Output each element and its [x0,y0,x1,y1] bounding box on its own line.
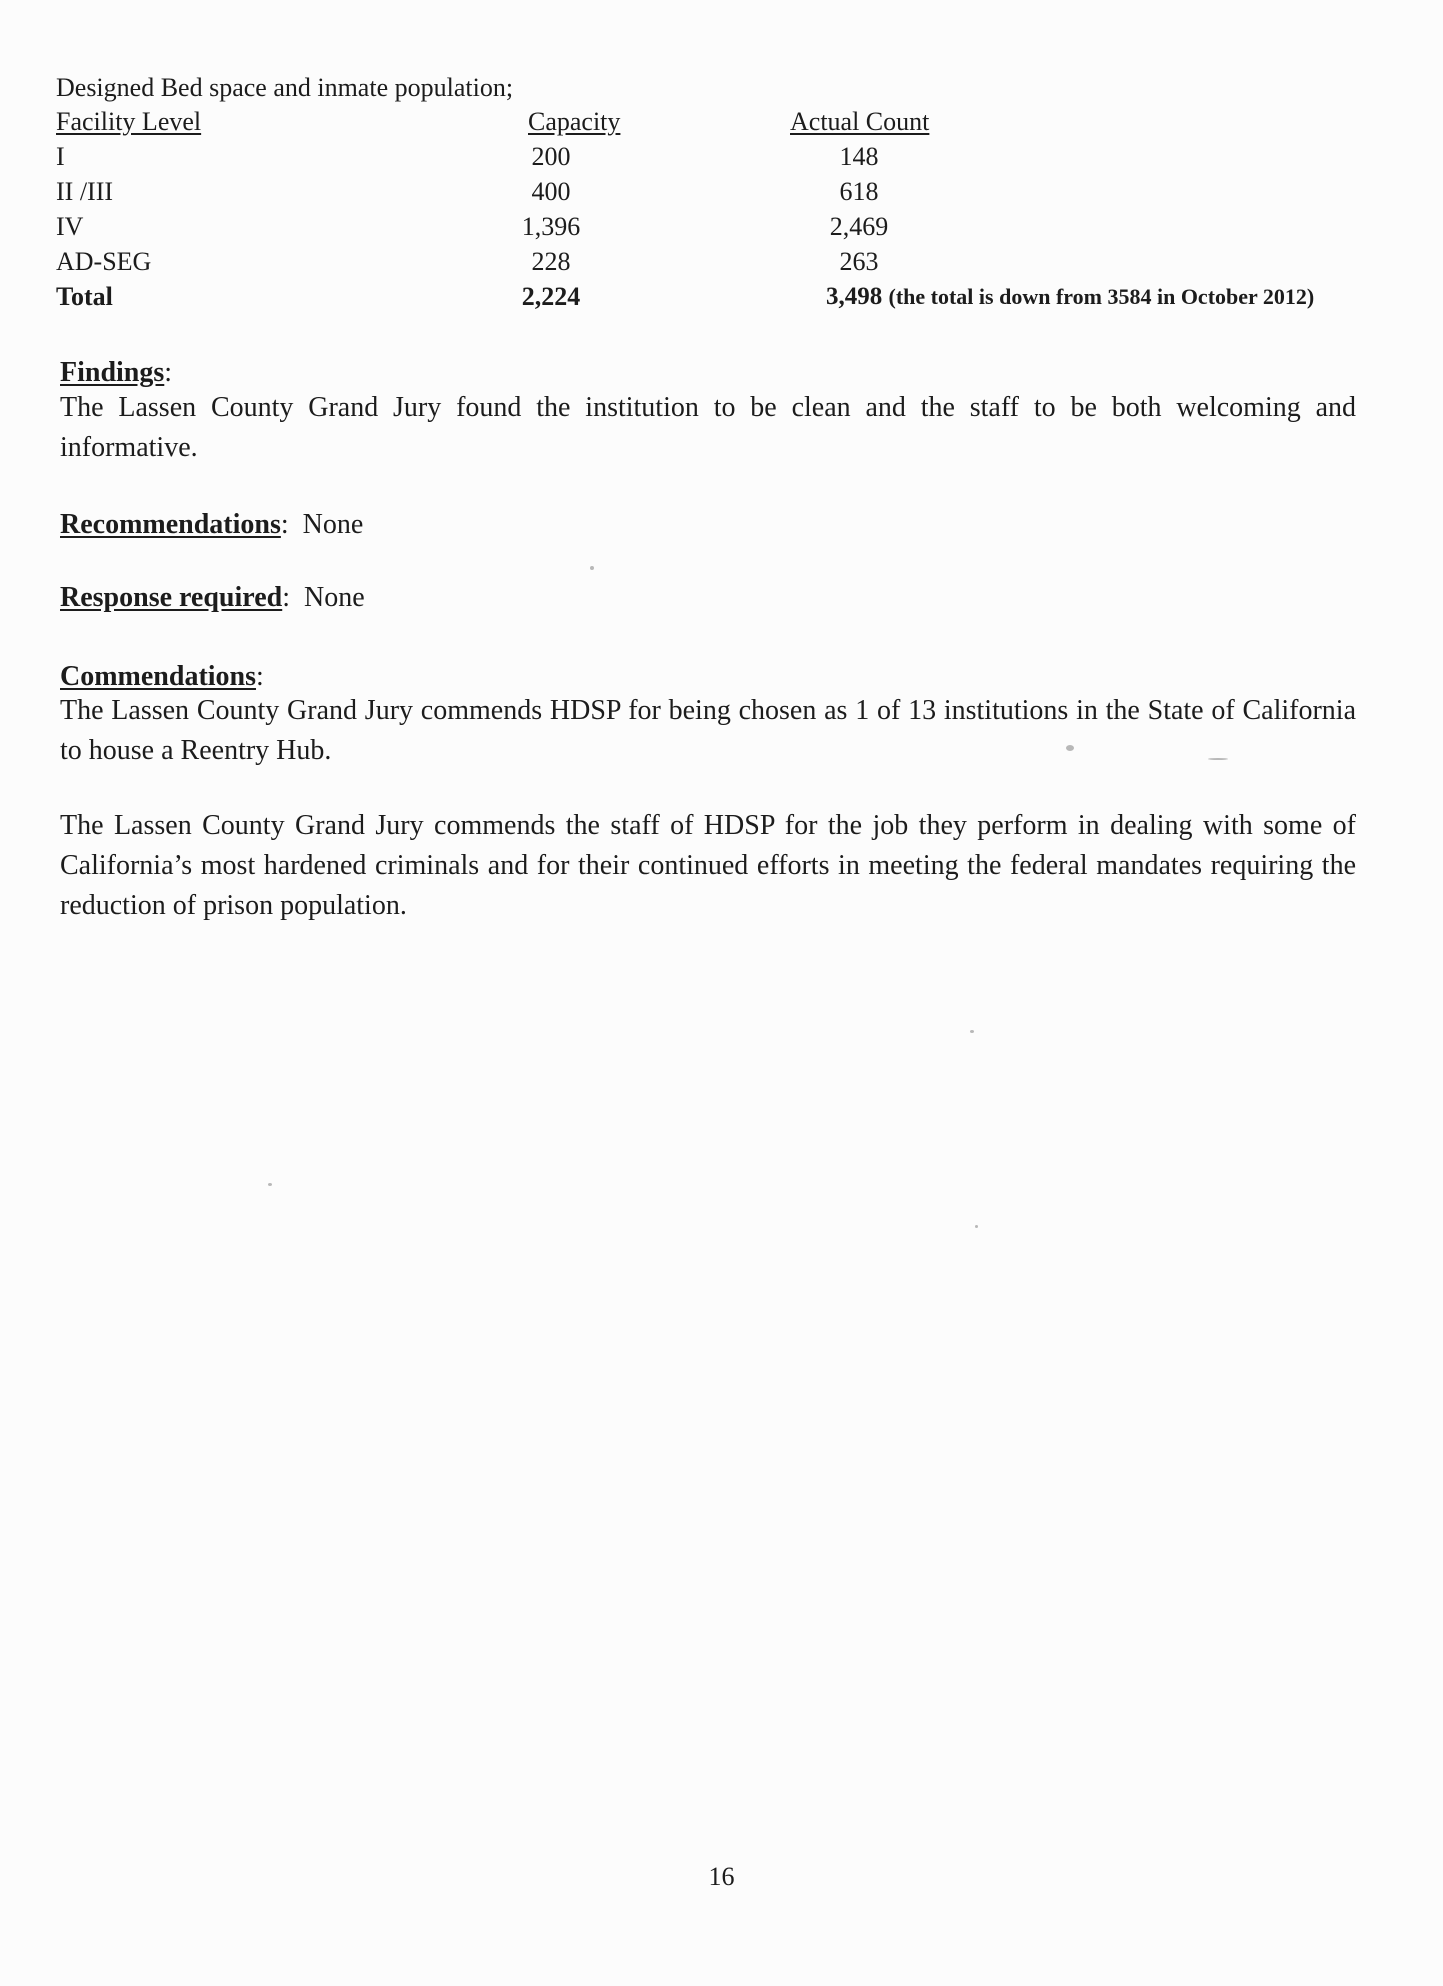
bed-space-table [56,104,1436,314]
table-row [56,244,1436,279]
findings-text: The Lassen County Grand Jury found the institution to be clean and the staff to be both welcoming and informative. [60,392,1356,463]
scan-speck [1208,758,1228,760]
actual-count-cell: 148 [839,142,879,171]
total-capacity: 2,224 [521,282,581,311]
table-intro: Designed Bed space and inmate population; [56,73,514,102]
facility-level-cell: I [56,142,65,171]
capacity-cell: 1,396 [521,212,581,241]
table-header-row [56,104,1436,139]
actual-count-cell: 2,469 [829,212,889,241]
response-label: Response required [60,582,283,613]
facility-level-cell: AD-SEG [56,247,152,276]
findings-heading: Findings: [60,357,173,388]
scan-speck [975,1225,978,1228]
commendation-paragraph: The Lassen County Grand Jury commends HDSP for being chosen as 1 of 13 institutions in the State of California to house a Reentry Hub. [60,695,1356,766]
scan-speck [970,1030,974,1033]
capacity-cell: 400 [531,177,571,206]
capacity-cell: 228 [531,247,571,276]
commendation-paragraph: The Lassen County Grand Jury commends the staff of HDSP for the job they perform in dealing with some of California’s most hardened criminals and for their continued efforts in meeting the federal mandates requiring the reduction of prison population. [60,810,1356,921]
scan-speck [1066,745,1074,751]
scan-speck [590,566,594,570]
total-label: Total [56,282,113,311]
header-actual-count: Actual Count [790,107,930,136]
findings-label: Findings [60,357,165,388]
commendations-heading: Commendations: [60,661,264,692]
scan-speck [268,1183,272,1186]
header-facility-level: Facility Level [56,107,202,136]
page-number: 16 [708,1862,735,1891]
facility-level-cell: II /III [56,177,114,206]
total-actual-count [826,279,1314,314]
header-capacity: Capacity [528,107,621,136]
actual-count-cell: 618 [839,177,879,206]
capacity-cell: 200 [531,142,571,171]
recommendations-label: Recommendations [60,509,281,540]
response-line: Response required: None [60,582,365,613]
total-note: (the total is down from 3584 in October 2012) [888,284,1315,309]
actual-count-cell: 263 [839,247,879,276]
table-row [56,209,1436,244]
recommendations-value: None [302,509,364,540]
response-value: None [304,582,365,613]
table-row [56,139,1436,174]
commendations-label: Commendations [60,661,257,692]
total-actual-value: 3,498 [826,283,883,310]
table-total-row [56,279,1436,314]
recommendations-line: Recommendations: None [60,509,364,540]
facility-level-cell: IV [56,212,84,241]
table-row [56,174,1436,209]
